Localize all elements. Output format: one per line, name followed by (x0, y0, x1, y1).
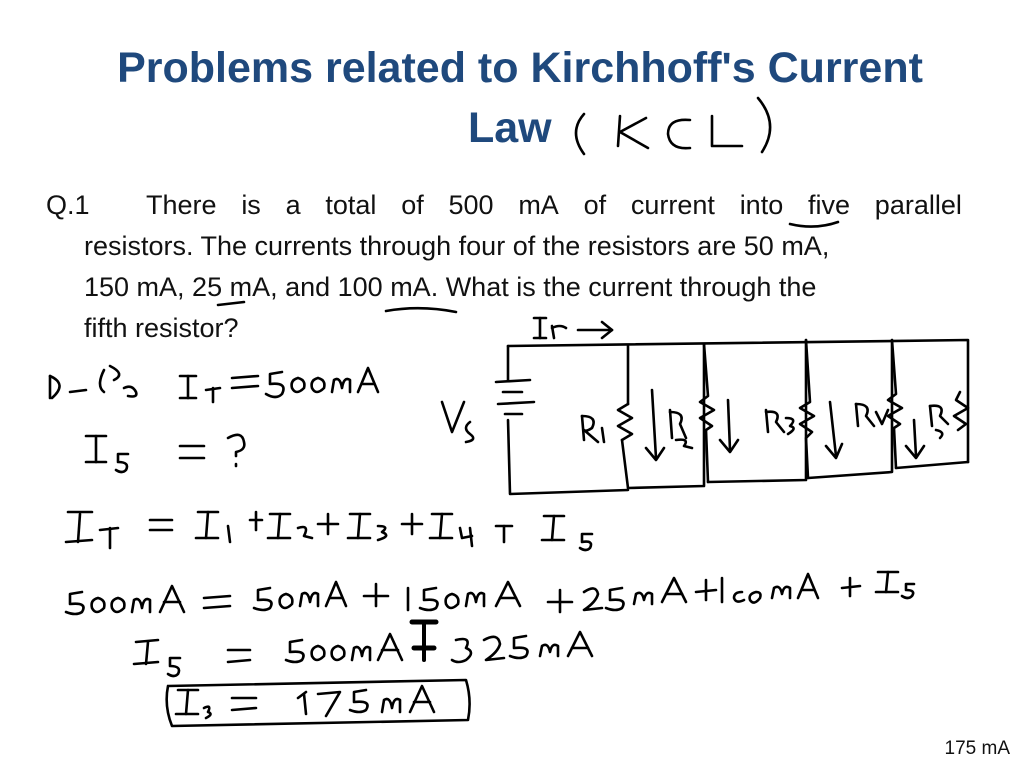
handwritten-rearranged-equation (134, 622, 592, 676)
handwritten-kcl-equation (66, 512, 592, 550)
question-word: total (325, 190, 377, 220)
question-line-1 (46, 185, 962, 226)
handwritten-kcl-label (576, 98, 770, 154)
question-word: of (401, 190, 424, 220)
slide-title-line2: Law (468, 104, 552, 152)
handwritten-boxed-answer (167, 680, 470, 726)
question-line-1-words (146, 185, 962, 226)
question-number: Q.1 (46, 190, 90, 220)
question-line-4: fifth resistor? (84, 313, 239, 343)
question-word: 500 (448, 190, 494, 220)
question-word: a (285, 190, 301, 220)
question-word: into (739, 190, 784, 220)
question-word: of (583, 190, 607, 220)
handwritten-numeric-equation (66, 572, 914, 614)
question-word: is (241, 190, 261, 220)
question-word: There (146, 190, 217, 220)
question-word: current (630, 190, 715, 220)
question-word: parallel (874, 190, 962, 220)
question-block (46, 185, 962, 349)
question-line-2: resistors. The currents through four of the resistors are 50 mA, (84, 231, 830, 261)
question-word: mA (518, 190, 559, 220)
handwritten-given-data (50, 366, 378, 402)
question-word: five (808, 190, 851, 220)
footer-answer: 175 mA (944, 738, 1010, 759)
slide-title-line1: Problems related to Kirchhoff's Current (117, 44, 923, 92)
question-line-3: 150 mA, 25 mA, and 100 mA. What is the current through the (84, 272, 817, 302)
handwritten-unknown (86, 435, 244, 472)
